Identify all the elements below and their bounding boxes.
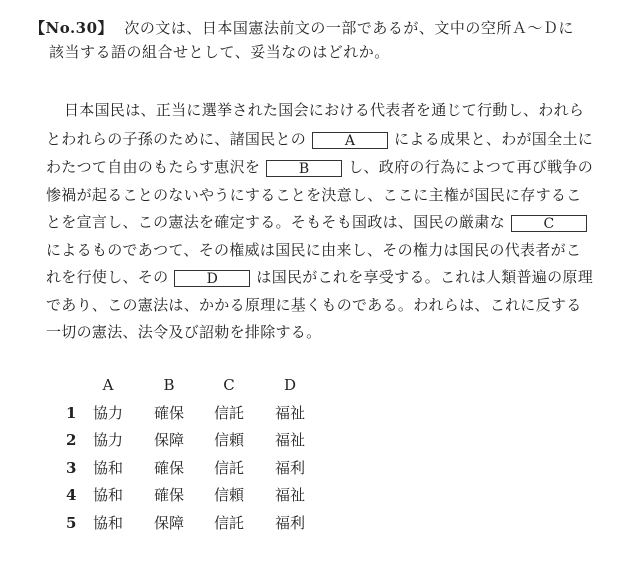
blank-c: C <box>511 215 587 232</box>
question-number: 【No.30】 <box>30 19 114 37</box>
passage-line-9: 一切の憲法、法令及び詔勅を排除する。 <box>46 323 322 341</box>
blank-a: A <box>312 132 388 149</box>
choice-b: 保障 <box>154 431 185 449</box>
passage-line-3-b: し、政府の行為によつて再び戦争の <box>348 158 594 176</box>
choice-a: 協和 <box>93 458 124 477</box>
choice-d: 福利 <box>275 458 306 477</box>
passage-line-7-a: れを行使し、その <box>46 268 169 286</box>
choice-number: 1 <box>66 403 77 422</box>
choice-d: 福利 <box>275 513 306 532</box>
passage-line-6: によるものであつて、その権威は国民に由来し、その権力は国民の代表者がこ <box>46 241 582 259</box>
header-d: D <box>283 376 297 394</box>
choice-c: 信託 <box>214 403 245 422</box>
choice-b: 確保 <box>154 403 185 422</box>
header-b: B <box>163 376 175 394</box>
choice-d: 福祉 <box>275 403 306 422</box>
choice-number: 4 <box>66 486 77 504</box>
choice-c: 信頼 <box>214 431 245 449</box>
choice-number: 3 <box>66 458 77 477</box>
choice-b: 確保 <box>154 486 185 504</box>
choice-c: 信託 <box>214 458 245 477</box>
choice-d: 福祉 <box>275 486 306 504</box>
passage-line-1: 日本国民は、正当に選挙された国会における代表者を通じて行動し、われら <box>64 101 585 119</box>
choice-b: 保障 <box>154 513 185 532</box>
choice-c: 信託 <box>214 513 245 532</box>
choice-b: 確保 <box>154 458 185 477</box>
header-a: A <box>102 376 114 394</box>
question-prompt-line2: 該当する語の組合せとして、妥当なのはどれか。 <box>49 43 390 61</box>
choice-d: 福祉 <box>275 431 306 449</box>
passage-line-8: であり、この憲法は、かかる原理に基くものである。われらは、これに反する <box>46 296 582 314</box>
choice-a: 協和 <box>93 513 124 532</box>
passage-line-3 <box>46 156 593 178</box>
header-c: C <box>223 376 235 394</box>
passage-line-7-b: は国民がこれを享受する。これは人類普遍の原理 <box>256 268 594 286</box>
question-prompt-line1: 次の文は、日本国憲法前文の一部であるが、文中の空所Ａ～Ｄに <box>124 19 574 37</box>
passage-line-3-a: わたつて自由のもたらす恵沢を <box>46 158 261 176</box>
question-header <box>30 17 574 39</box>
choice-a: 協力 <box>93 403 124 422</box>
passage-line-5 <box>46 211 593 233</box>
choice-number: 2 <box>66 431 77 449</box>
choice-a: 協力 <box>93 431 124 449</box>
choice-a: 協和 <box>93 486 124 504</box>
blank-d: D <box>174 270 250 287</box>
passage-line-4: 惨禍が起ることのないやうにすることを決意し、ここに主権が国民に存するこ <box>46 186 582 204</box>
passage-line-7 <box>46 266 593 288</box>
blank-b: B <box>266 160 342 177</box>
passage-line-2 <box>46 128 593 150</box>
passage-line-2-a: とわれらの子孫のために、諸国民との <box>46 130 307 148</box>
choice-number: 5 <box>66 513 77 532</box>
passage-line-5-a: とを宣言し、この憲法を確定する。そもそも国政は、国民の厳粛な <box>46 213 506 231</box>
passage-line-2-b: による成果と、わが国全土に <box>394 130 594 148</box>
choice-c: 信頼 <box>214 486 245 504</box>
